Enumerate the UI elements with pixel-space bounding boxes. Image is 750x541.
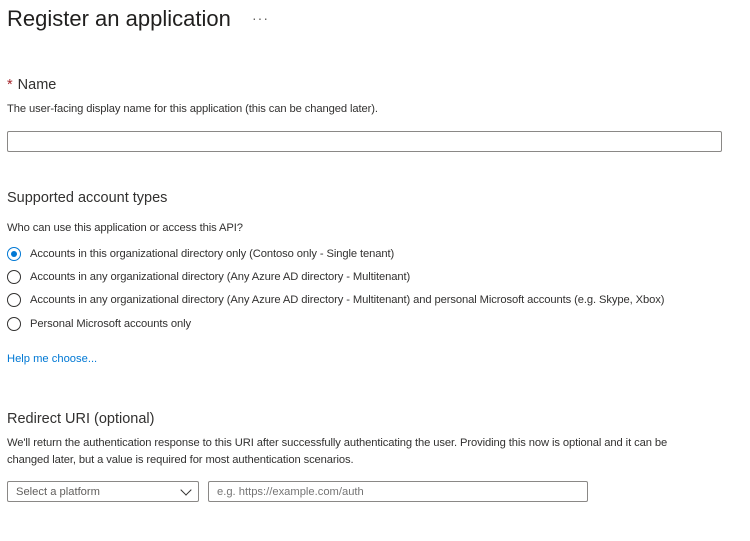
name-label-text: Name [17,77,57,93]
radio-selected-icon[interactable] [7,247,21,261]
radio-multitenant-personal[interactable] [7,293,664,307]
platform-select-placeholder: Select a platform [16,485,100,498]
radio-icon[interactable] [7,270,21,284]
redirect-description-line2: changed later, but a value is required for most authentication scenarios. [7,454,354,466]
account-types-heading: Supported account types [7,190,168,206]
radio-icon[interactable] [7,317,21,331]
chevron-down-icon [180,484,191,495]
name-input[interactable] [7,131,722,152]
more-options-button[interactable]: ··· [252,10,269,26]
radio-icon[interactable] [7,293,21,307]
help-me-choose-link[interactable]: Help me choose... [7,353,98,365]
radio-multitenant[interactable] [7,270,410,284]
radio-label: Accounts in this organizational directory only (Contoso only - Single tenant) [30,248,395,260]
redirect-uri-heading: Redirect URI (optional) [7,411,155,427]
radio-single-tenant[interactable] [7,247,394,261]
redirect-description-line1: We'll return the authentication response to this URI after successfully authenticating the user. Providing this now is optional and it can be [7,437,668,449]
radio-label: Accounts in any organizational directory (Any Azure AD directory - Multitenant) [30,271,411,283]
name-description: The user-facing display name for this application (this can be changed later). [7,103,378,115]
name-label [7,77,56,93]
platform-select[interactable] [7,481,199,502]
radio-label: Accounts in any organizational directory (Any Azure AD directory - Multitenant) and personal Microsoft accounts (e.g. Skype, Xbox) [30,294,665,306]
redirect-uri-input[interactable] [208,481,588,502]
radio-personal-only[interactable] [7,317,191,331]
page-title: Register an application [7,6,231,31]
required-marker: * [7,77,13,93]
account-types-question: Who can use this application or access this API? [7,222,243,234]
radio-label: Personal Microsoft accounts only [30,318,191,330]
